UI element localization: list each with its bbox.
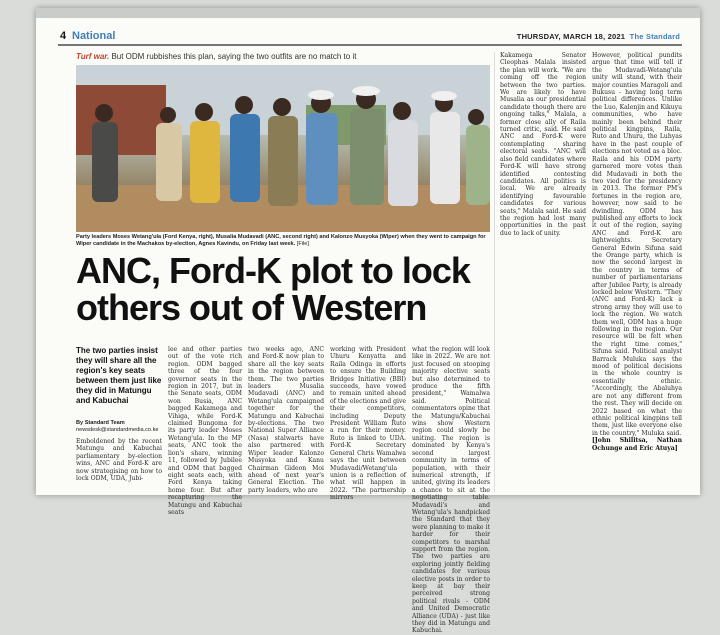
headline: ANC, Ford-K plot to lock others out of Western xyxy=(76,250,470,328)
kicker-text: But ODM rubbishes this plan, saying the two outfits are no match to it xyxy=(111,52,357,61)
caption-text: Party leaders Moses Wetang'ula (Ford Kenya, right), Musalia Mudavadi (ANC, second right) and Kalonzo Musyoka (Wiper) when they went to campaign for Wiper candidate in the Machakos by-election, Agnes Kavindu, on Friday last week. xyxy=(76,234,486,247)
date-text: THURSDAY, MARCH 18, 2021 xyxy=(516,32,626,41)
paper-name: The Standard xyxy=(629,32,680,41)
news-photo xyxy=(76,65,490,232)
article-column-3: working with President Uhuru Kenyatta and Raila Odinga in efforts to ensure the Building Bridges Initiative (BBI) succeeds, have vowed to remain united ahead of the elections and give their competitors, including Deputy President William Ruto a run for their money. Ruto is linked to UDA. Ford-K Secretary General Chris Wamalwa says the unit between Mudavadi/Wetang'ula union is a reflection of what will happen in 2022. "The partnership mirrors xyxy=(330,346,406,502)
article-column-4: what the region will look like in 2022. We are not just focused on stooping majority elective seats but also determined to produce the fifth president," Wamalwa said. Political commentators opine that the Matungu/Kabuchai wins show Western region could slowly be uniting. The region is dominated by Kenya's second largest community in terms of population, with their numerical strength, if united, giving its leaders a chance to sit at the negotiating table. Mudavadi's and Wetang'ula's handpicked the Standard that they were planning to make it harder for their competitors to marshal support from the region. The two parties are exploring jointly fielding candidates for various elective posts in order to keep at bay their perceived strong political rivals - ODM and United Democratic Alliance (UDA) - just like they did in Matungu and Kabuchai. xyxy=(412,346,490,635)
photo-caption xyxy=(76,234,490,248)
article-column-2: two weeks ago, ANC and Ford-K now plan to share all the key seats in the region between them. The two parties leaders Musalia Mudavadi (ANC) and Wetang'ula campaigned together for the Matungu and Kabuchai by-elections. The two National Super Alliance (Nasa) stalwarts have also partnered with Wiper leader Kalonzo Musyoka and Kanu Chairman Gideon Moi ahead of next year's General Election. The party leaders, who are xyxy=(248,346,324,494)
standfirst: The two parties insist they will share all the region's key seats between them just like they did in Matungu and Kabuchai xyxy=(76,346,162,405)
article-column-6 xyxy=(592,52,682,452)
column-divider xyxy=(494,52,495,492)
page-top-edge xyxy=(36,8,700,18)
kicker-lead: Turf war. xyxy=(76,52,110,61)
byline-name: By Standard Team xyxy=(76,420,125,426)
photo-credit: [File] xyxy=(296,241,309,247)
article-column-5: Kakamega Senator Cleophas Malala insisted the plan will work. "We are coming off the region between the two parties. We are likely to have Musalia as our presidential candidate though there are ongoing talks," Malala, a former close ally of Raila turned critic, said. He said ANC and Ford-K were contemplating sharing electoral seats. "ANC will also field candidates where Ford-K will have strong identified contesting candidates. All politics is local. We are already identifying favourable candidates for various seats," Malala said. He said the region had lost many opportunities in the past due to lack of unity. xyxy=(500,52,586,237)
page-header xyxy=(58,30,682,46)
dateline xyxy=(517,32,680,41)
page-number: 4 xyxy=(60,30,67,42)
newspaper-page xyxy=(36,8,700,635)
section-name: National xyxy=(72,30,116,42)
byline-email: newsdesk@standardmedia.co.ke xyxy=(76,427,159,433)
article-lede: Emboldened by the recent Matungu and Kabuchai parliamentary by-election wins, ANC and Ford-K are now strategising on how to lock ODM, UDA, Jubi- xyxy=(76,438,162,483)
photo-illustration xyxy=(76,65,490,232)
kicker xyxy=(76,52,356,61)
reporters-signoff: [John Shilitsa, Nathan Ochunge and Eric Atuya] xyxy=(592,437,682,452)
article-column-1: lee and other parties out of the vote rich region. ODM bagged three of the four governor seats in the region in 2017, but in the Senate seats, ODM won Busia, ANC bagged Kakamega and Vihiga, while Ford-K claimed Bungoma for its party leader Moses Wetang'ula. In the MP seats, ANC took the lion's share, winning 11, followed by Jubilee and ODM that bagged eight seats each, with Ford Kenya taking home four. But after recapturing the Matungu and Kabuchai seats xyxy=(168,346,242,516)
column-6-text: However, political pundits argue that time will tell if the Mudavadi-Wetang'ula unity will stand, with their major counties Maragoli and Bukusu - having long term political differences. Unlike the Luo, Kalenjin and Kikuyu communities, who have mainly been behind their political kingpins, Raila, Ruto and Uhuru, the Luhyas have in the past couple of elections not voted as a bloc. Raila and his ODM party garnered more votes than did Mudavadi in both the two vied for the presidency in 2013. The former PM's fortunes in the region are, however, now said to be dwindling. ODM has published any efforts to lock it out of the region, saying ANC and Ford-K are lightweights. Secretary General Edwin Sifuna said the Orange party, which is now the second largest in the country in terms of number of parliamentarians after Jubilee Party, is already locked below Western. "They (ANC and Ford-K) lack a strong army they will use to lock the region. We watch them well, ODM has a huge following in the region. Our resource will be felt when the right time comes," Sifuna said. Political analyst Barrack Muluka says the mood of political decisions in the whole country is essentially ethnic. "Accordingly, the Abaluhya are not any different from the rest. They will decide on 2022 based on what the ethnic political kingpins tell them, just like everyone else in the country," Muluka said. xyxy=(592,52,682,437)
byline xyxy=(76,420,162,434)
